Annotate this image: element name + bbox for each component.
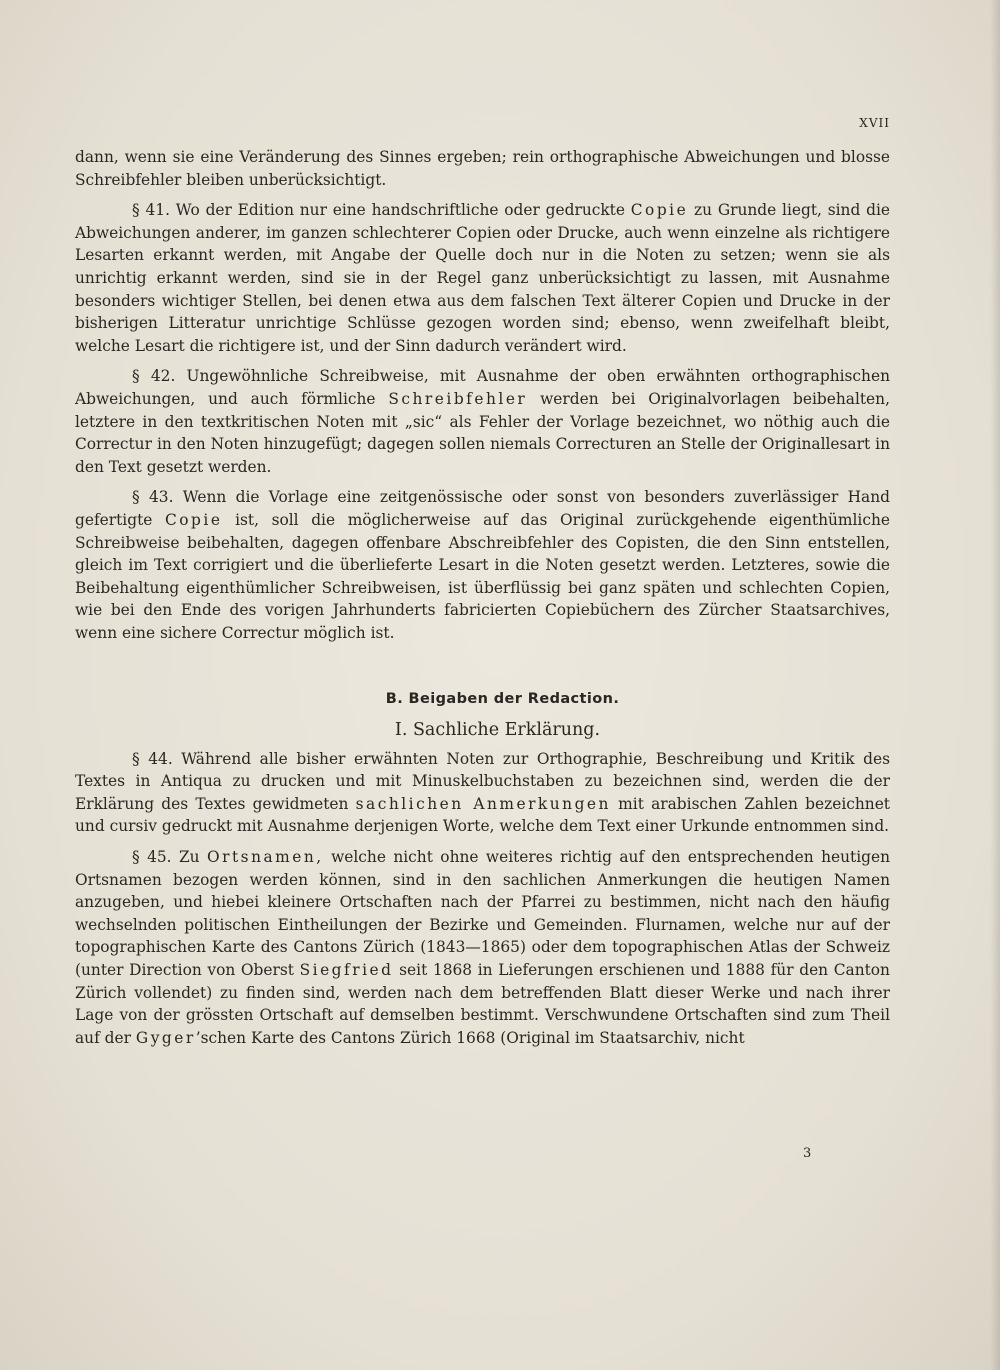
paragraph-text: ’schen Karte des Cantons Zürich 1668 (Original im Staatsarchiv, nicht — [195, 1028, 745, 1047]
page-number: 3 — [803, 1146, 812, 1161]
section-heading-b: B. Beigaben der Redaction. — [385, 691, 620, 708]
paragraph-text: § 42. Ungewöhnliche Schreibweise, mit Ausnahme der oben erwähnten orthographischen Abweichungen, und auch förmliche — [75, 367, 890, 408]
paragraph-text: § 45. Zu — [132, 848, 200, 867]
paragraph-44 — [75, 748, 890, 838]
paragraph-text: welche nicht ohne weiteres richtig auf den entsprechenden heutigen Ortsnamen bezogen werden können, sind in den sachlichen Anmerkungen die heutigen Namen anzugeben, und hiebei kleinere Ortschaften nach der Pfarrei zu bestimmen, nicht nach den häufig wechselnden politischen Eintheilungen der Bezirke und Gemeinden. Flurnamen, welche nur auf der topographischen Karte des Cantons Zürich (1843—1865) oder dem topographischen Atlas der Schweiz (unter Direction von Oberst — [75, 848, 890, 979]
paragraph-text: § 43. Wenn die Vorlage eine zeitgenössische oder sonst von besonders zuverlässiger Hand gefertigte — [75, 488, 890, 529]
paragraph-continuation — [75, 146, 890, 191]
paragraph-42 — [75, 365, 890, 478]
paragraph-text: seit 1868 in Lieferungen erschienen und 1888 für den Canton Zürich vollendet) zu finden sind, werden nach dem betreffenden Blatt dieser Werke und nach ihrer Lage von der grössten Ortschaft auf demselben bestimmt. Verschwundene Ortschaften sind zum Theil auf der — [75, 961, 890, 1047]
subsection-heading-i: I. Sachliche Erklärung. — [394, 720, 601, 741]
spaced-emphasis: Ortsnamen, — [207, 848, 324, 867]
paragraph-text: werden bei Originalvorlagen beibehalten, letztere in den textkritischen Noten mit „sic“ als Fehler der Vorlage bezeichnet, wo nöthig auch die Correctur in den Noten hinzugefügt; dagegen sollen niemals Correcturen an Stelle der Originallesart in den Text gesetzt werden. — [75, 389, 890, 476]
spaced-emphasis: Schreibfehler — [388, 389, 528, 408]
spaced-emphasis: Gyger — [135, 1028, 196, 1047]
spaced-emphasis: Copie — [165, 510, 223, 529]
paragraph-text: ist, soll die möglicherweise auf das Original zurückgehende eigenthümliche Schreibweise beibehalten, dagegen offenbare Abschreibfehler des Copisten, die den Sinn entstellen, gleich im Text corrigiert und die überlieferte Lesart in die Noten gesetzt werden. Letzteres, sowie die Beibehaltung eigenthümlicher Schreibweisen, ist überflüssig bei ganz späten und schlechten Copien, wie bei den Ende des vorigen Jahrhunderts fabricierten Copiebüchern des Zürcher Staatsarchives, wenn eine sichere Correctur möglich ist. — [75, 510, 890, 642]
spaced-emphasis: sachlichen Anmerkungen — [355, 794, 611, 813]
paragraph-45 — [75, 846, 890, 1049]
paragraph-text: dann, wenn sie eine Veränderung des Sinnes ergeben; rein orthographische Abweichungen und blosse Schreibfehler bleiben unberücksichtigt. — [75, 148, 890, 189]
paragraph-text: § 44. Während alle bisher erwähnten Noten zur Orthographie, Beschreibung und Kritik des Textes in Antiqua zu drucken und mit Minuskelbuchstaben zu bezeichnen sind, werden die der Erklärung des Textes gewidmeten — [75, 749, 890, 813]
paragraph-text: § 41. Wo der Edition nur eine handschriftliche oder gedruckte — [132, 201, 625, 220]
page-header-roman-numeral: XVII — [859, 116, 890, 130]
paragraph-41 — [75, 199, 890, 357]
paragraph-text: mit arabischen Zahlen bezeichnet und cursiv gedruckt mit Ausnahme derjenigen Worte, welche dem Text einer Urkunde entnommen sind. — [75, 794, 890, 836]
spaced-emphasis: Copie — [630, 201, 689, 220]
spaced-emphasis: Siegfried — [299, 961, 394, 979]
page-body — [75, 146, 890, 1057]
page-edge-shadow — [990, 0, 1000, 1370]
paragraph-43 — [75, 486, 890, 644]
paragraph-text: zu Grunde liegt, sind die Abweichungen anderer, im ganzen schlechterer Copien oder Drucke, auch wenn einzelne als richtigere Lesarten erkannt werden, mit Angabe der Quelle doch nur in die Noten zu setzen; wenn sie als unrichtig erkannt werden, sind sie in der Regel ganz unberücksichtigt zu lassen, mit Ausnahme besonders wichtiger Stellen, bei denen etwa aus dem falschen Text älterer Copien und Drucke in der bisherigen Litteratur unrichtige Schlüsse gezogen worden sind; ebenso, wenn zweifelhaft bleibt, welche Lesart die richtigere ist, und der Sinn dadurch verändert wird. — [75, 201, 890, 355]
